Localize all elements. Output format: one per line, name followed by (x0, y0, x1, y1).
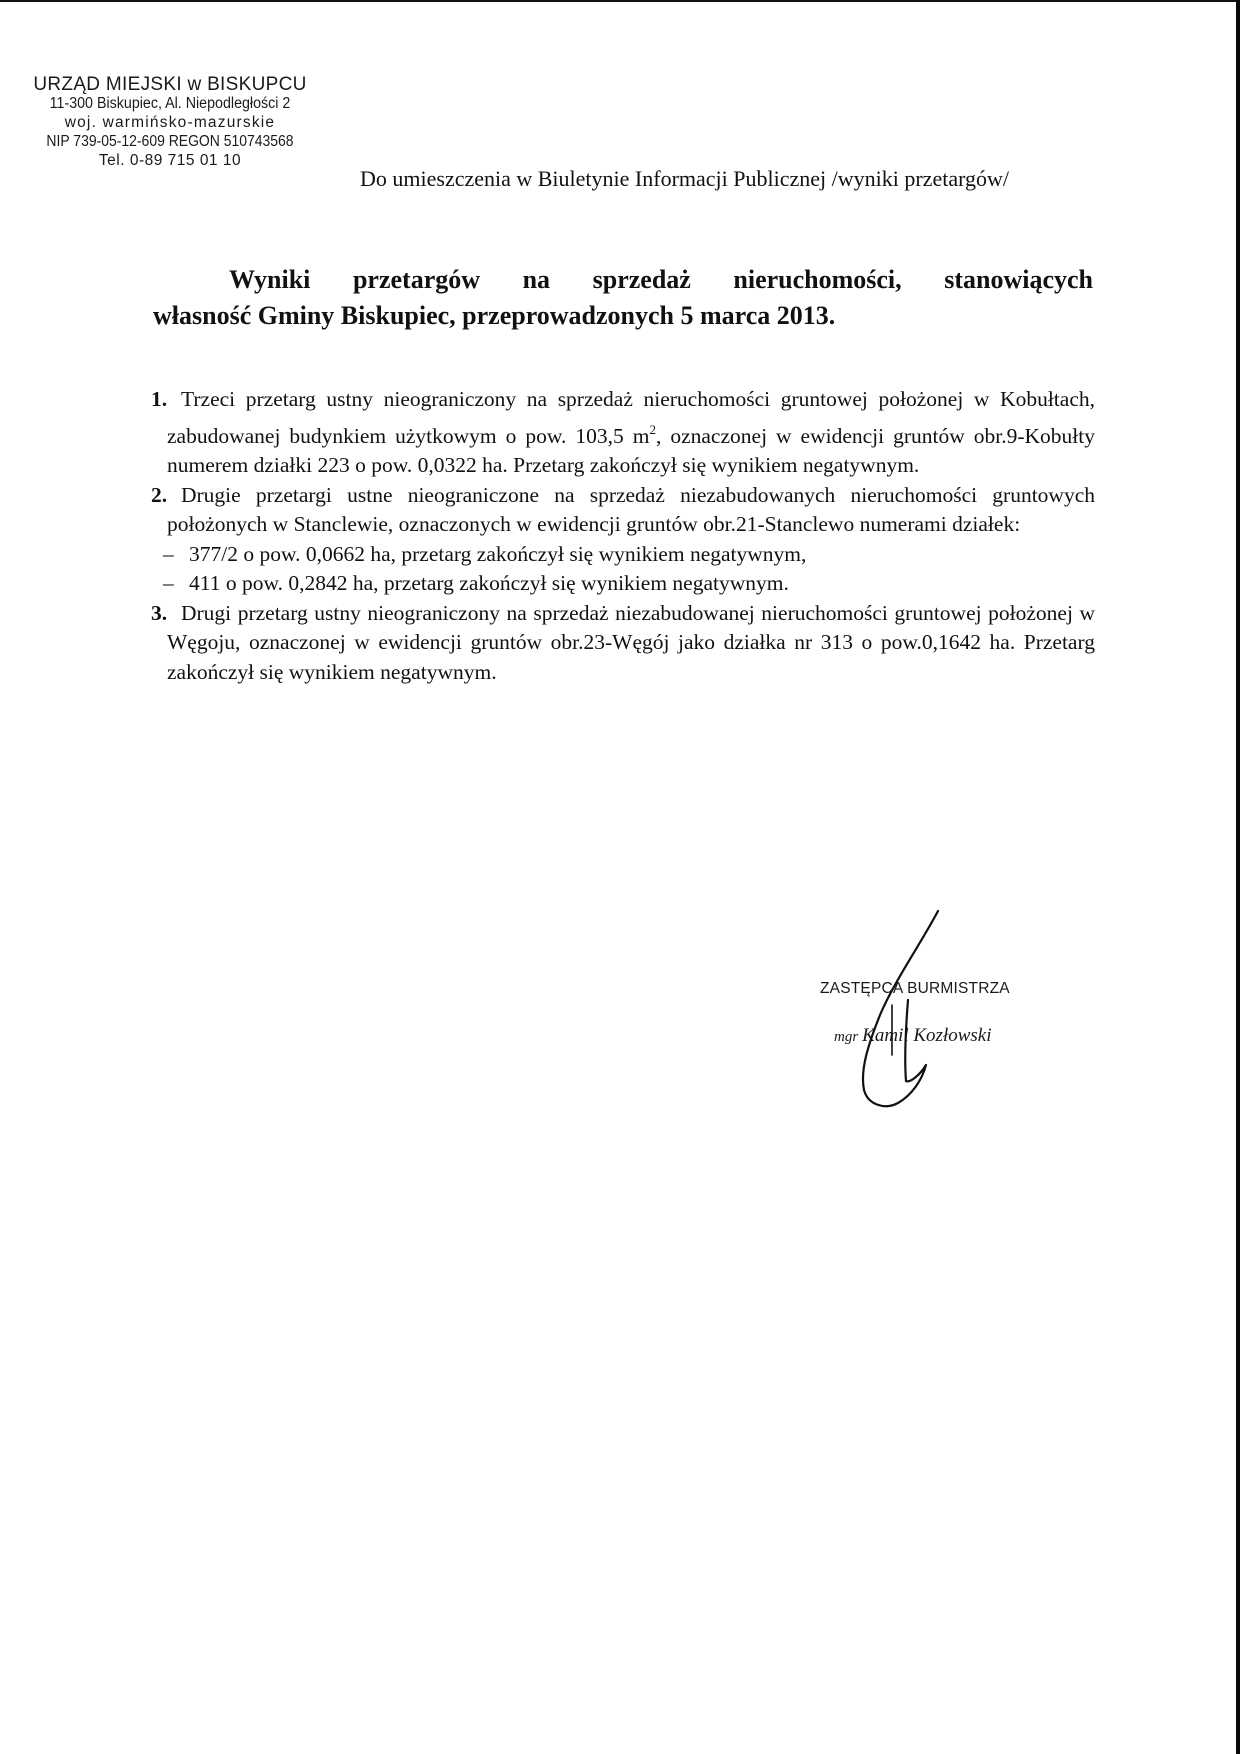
scan-edge-right (1236, 0, 1240, 1754)
stamp-voivodeship: woj. warmińsko-mazurskie (64, 114, 276, 131)
sub-item-text: 377/2 o pow. 0,0662 ha, przetarg zakończył się wynikiem negatywnym, (189, 541, 807, 566)
item-number: 1. (151, 387, 168, 411)
scan-edge-top (0, 0, 1240, 2)
item-text-part: Trzeci przetarg ustny nieograniczony na sprzedaż nieruchomości gruntowej położonej w Kobułtach, zabudowanej budynkiem użytkowym o pow. 103,5 m (167, 387, 1095, 448)
handwritten-signature (840, 905, 960, 1115)
item-text (167, 385, 1095, 481)
sub-list-item (163, 569, 1095, 599)
list-item-2 (153, 481, 1095, 540)
item-number: 3. (151, 600, 168, 625)
signatory-fullname: Kamil Kozłowski (862, 1025, 992, 1046)
stamp-office-name: URZĄD MIEJSKI w BISKUPCU (33, 75, 307, 95)
item-text-part: , oznaczonej w ewidencji gruntów obr.9-Kobułty numerem działki 223 o pow. 0,0322 ha. Przetarg zakończył się wynikiem negatywnym. (167, 423, 1095, 477)
dash-bullet: – (163, 541, 174, 566)
document-title (153, 262, 1093, 334)
item-text: Drugi przetarg ustny nieograniczony na sprzedaż niezabudowanej nieruchomości gruntowej położonej w Węgoju, oznaczonej w ewidencji gruntów obr.23-Węgój jako działka nr 313 o pow.0,1642 ha. Przetarg zakończył się wynikiem negatywnym. (167, 600, 1095, 684)
list-item-1 (153, 385, 1095, 481)
sub-item-text: 411 o pow. 0,2842 ha, przetarg zakończył się wynikiem negatywnym. (189, 571, 789, 595)
item-number: 2. (151, 482, 168, 507)
document-body (153, 385, 1095, 687)
stamp-address: 11-300 Biskupiec, Al. Niepodległości 2 (49, 95, 291, 112)
stamp-phone: Tel. 0-89 715 01 10 (98, 152, 242, 169)
signatory-title: mgr (834, 1029, 859, 1045)
signatory-role: ZASTĘPCA BURMISTRZA (820, 980, 1010, 997)
dash-bullet: – (163, 571, 174, 595)
superscript: 2 (649, 421, 656, 437)
title-line-2: własność Gminy Biskupiec, przeprowadzonych 5 marca 2013. (153, 301, 836, 330)
sub-list-item (163, 540, 1095, 570)
sub-list (153, 540, 1095, 599)
office-stamp (20, 75, 320, 179)
list-item-3 (153, 599, 1095, 688)
stamp-ids: NIP 739-05-12-609 REGON 510743568 (46, 133, 294, 150)
publish-note: Do umieszczenia w Biuletynie Informacji Publicznej /wyniki przetargów/ (360, 166, 1010, 191)
item-text: Drugie przetargi ustne nieograniczone na sprzedaż niezabudowanych nieruchomości gruntowych położonych w Stanclewie, oznaczonych w ewidencji gruntów obr.21-Stanclewo numerami działek: (167, 482, 1095, 536)
title-line-1: Wyniki przetargów na sprzedaż nieruchomości, stanowiących (229, 265, 1093, 294)
